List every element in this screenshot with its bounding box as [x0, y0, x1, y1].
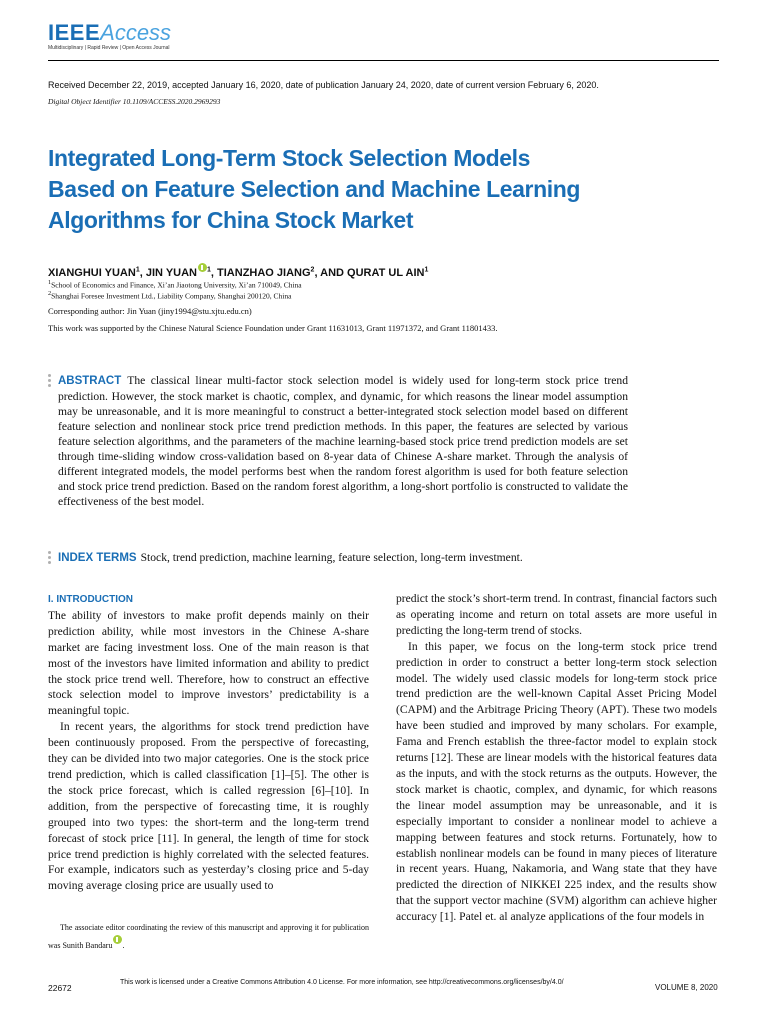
section-heading: I. INTRODUCTION — [48, 594, 133, 605]
body-paragraph: In recent years, the algorithms for stock trend prediction have been continuously proposed. From the perspective of forecasting, they can be divided into two major categories. One is the stock price trend prediction, which is called classification [1]–[5]. The other is the stock price forecast, which is called regression [6]–[10]. In addition, from the perspective of forecasting time, it is roughly grouped into two types: the short-term and the long-term trend forecast of stock price [11]. In general, the length of time for stock price trend prediction is highly correlated with the selected features. For example, indicators such as yesterday’s closing price and 5-day moving average closing price are usually used to — [48, 721, 369, 893]
author-affil-mark: 1 — [424, 266, 429, 274]
paper-title — [48, 143, 688, 236]
title-line: Algorithms for China Stock Market — [48, 207, 414, 233]
author-list: XIANGHUI YUAN$^1$, JIN YUAN $^1$, TIANZHAO JIANG$^2$, AND QURAT UL AIN$^1$ — [48, 263, 428, 279]
corresponding-author: Corresponding author: Jin Yuan (jiny1994@stu.xjtu.edu.cn) — [48, 306, 252, 316]
left-column — [48, 592, 369, 895]
author-name: AND QURAT UL AIN — [320, 267, 425, 279]
section-marker-icon — [48, 551, 51, 566]
abstract — [58, 373, 628, 509]
volume-label: VOLUME 8, 2020 — [655, 983, 718, 992]
affiliation: $^1$School of Economics and Finance, Xi’an Jiaotong University, Xi’an 710049, China — [48, 279, 302, 290]
author-affil-mark: 1 — [135, 266, 140, 274]
author-affil-mark: 1 — [207, 266, 211, 274]
body-paragraph: In this paper, we focus on the long-term stock price trend prediction in order to construct a better long-term stock selection model. The widely used classic models for long-term stock price trend prediction are the well-known Capital Asset Pricing Model (CAPM) and the Arbitrage Pricing Theory (APT). These two models have been studied and improved by many scholars. For example, Fama and French establish the three-factor model to explain stock returns [12]. These are linear models with the historical features data as the inputs, and with the stock returns as the outputs. However, the stock market is chaotic, complex, and dynamic, for which reasons the linear model assumption may be unreasonable, and it is especially important to consider a nonlinear model to achieve a mapping between features and stock returns. Fortunately, how to establish nonlinear models can be found in many pieces of literature in recent years. Huang, Nakamoria, and Wang state that they have predicted the direction of NIKKEI 225 index, and the results show that the support vector machine (SVM) algorithm can achieve higher accuracy [1]. Patel et. al analyze applications of the four models in — [396, 640, 717, 924]
editor-footnote: The associate editor coordinating the review of this manuscript and approving it for publication was Sunith Bandaru . — [48, 923, 369, 950]
author-affil-mark: 2 — [310, 266, 315, 274]
license-note: This work is licensed under a Creative Commons Attribution 4.0 License. For more information, see http://creativecommons.org/licenses/by/4.0/ — [120, 979, 564, 986]
title-line: Based on Feature Selection and Machine Learning — [48, 176, 581, 202]
author-name[interactable]: JIN YUAN — [145, 267, 197, 279]
funding-note: This work was supported by the Chinese Natural Science Foundation under Grant 11631013, Grant 11971372, and Grant 11801433. — [48, 323, 498, 333]
orcid-icon[interactable] — [113, 935, 122, 944]
section-marker-icon — [48, 374, 51, 389]
index-terms — [58, 550, 658, 566]
page-number: 22672 — [48, 983, 72, 993]
title-line: Integrated Long-Term Stock Selection Models — [48, 145, 531, 171]
abstract-label: ABSTRACT — [58, 375, 122, 387]
affiliation: $^2$Shanghai Foresee Investment Ltd., Liability Company, Shanghai 200120, China — [48, 290, 292, 301]
received-dates: Received December 22, 2019, accepted January 16, 2020, date of publication January 24, 2020, date of current version February 6, 2020. — [48, 80, 599, 90]
author-name: TIANZHAO JIANG — [217, 267, 311, 279]
author-name: XIANGHUI YUAN — [48, 267, 136, 279]
body-paragraph: The ability of investors to make profit depends mainly on their prediction ability, while most investors in the Chinese A-share market are facing investment loss. One of the main reason is that most of the investors have limited information and ability to predict the stock price trend well. Therefore, how to construct an effective stock selection model to improve investors’ predictability is a meaningful topic. — [48, 609, 369, 718]
right-column — [396, 592, 717, 926]
logo-access: Access — [100, 20, 172, 45]
index-terms-label: INDEX TERMS — [58, 552, 137, 564]
orcid-icon[interactable] — [198, 263, 207, 272]
journal-logo — [48, 20, 171, 46]
doi-line: Digital Object Identifier 10.1109/ACCESS.2020.2969293 — [48, 97, 221, 106]
header-divider — [48, 60, 719, 61]
logo-ieee: IEEE — [48, 20, 101, 45]
index-terms-text: Stock, trend prediction, machine learning, feature selection, long-term investment. — [140, 551, 523, 564]
journal-tagline: Multidisciplinary | Rapid Review | Open Access Journal — [48, 45, 170, 51]
abstract-text: The classical linear multi-factor stock selection model is widely used for long-term stock price trend prediction. However, the stock market is chaotic, complex, and dynamic, for which reasons the linear model assumption may be unreasonable, and it is more meaningful to construct a better-integrated stock selection model based on different feature selection and nonlinear stock price trend prediction methods. In this paper, the features are selected by various feature selection algorithms, and the parameters of the machine learning-based stock price trend prediction models are set through time-sliding window cross-validation based on 8-year data of Chinese A-share market. Through the analysis of different integrated models, the model performs best when the random forest algorithm is used for both feature selection and stock price trend prediction. Based on the random forest algorithm, a long-short portfolio is constructed to validate the effectiveness of the best model. — [58, 374, 628, 508]
body-paragraph: predict the stock’s short-term trend. In contrast, financial factors such as operating income and return on total assets are more useful in predicting the long-term trend of stocks. — [396, 593, 717, 637]
